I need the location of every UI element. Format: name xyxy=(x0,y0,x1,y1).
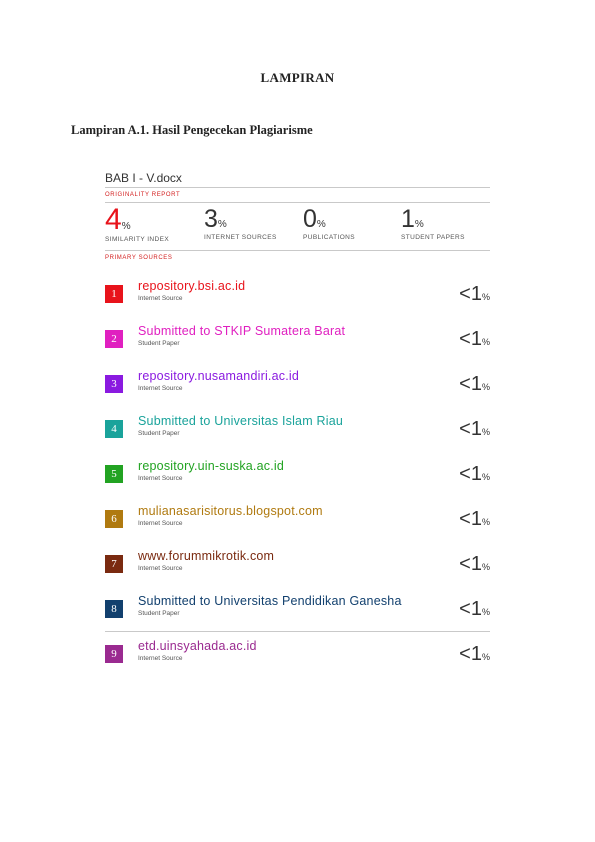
stat-unit: % xyxy=(316,219,326,230)
source-pct-unit: % xyxy=(481,472,490,482)
list-item[interactable] xyxy=(105,279,490,324)
source-pct-unit: % xyxy=(481,607,490,617)
source-type: Internet Source xyxy=(138,295,183,302)
stat-value: 0 xyxy=(303,205,317,233)
source-name[interactable]: repository.nusamandiri.ac.id xyxy=(138,369,299,383)
stat-similarity-index xyxy=(105,203,170,243)
source-rank-badge: 7 xyxy=(105,555,123,573)
source-pct-value: <1 xyxy=(459,508,482,530)
stat-label: PUBLICATIONS xyxy=(303,234,355,241)
document-subtitle: Lampiran A.1. Hasil Pengecekan Plagiarisme xyxy=(71,123,313,137)
source-rank-badge: 9 xyxy=(105,645,123,663)
source-percentage xyxy=(459,643,490,666)
source-percentage xyxy=(459,418,490,441)
report-file-name: BAB I - V.docx xyxy=(105,171,182,185)
source-pct-value: <1 xyxy=(459,328,482,350)
stat-value: 1 xyxy=(401,205,415,233)
source-rank-badge: 8 xyxy=(105,600,123,618)
list-item[interactable] xyxy=(105,549,490,594)
source-rank-badge: 4 xyxy=(105,420,123,438)
source-pct-unit: % xyxy=(481,427,490,437)
source-pct-unit: % xyxy=(481,562,490,572)
source-name[interactable]: Submitted to Universitas Pendidikan Ganesha xyxy=(138,594,402,608)
source-rank-badge: 1 xyxy=(105,285,123,303)
stat-publications xyxy=(303,207,355,241)
source-pct-unit: % xyxy=(481,337,490,347)
primary-sources-label: PRIMARY SOURCES xyxy=(105,255,173,261)
stat-student-papers xyxy=(401,207,465,241)
source-type: Internet Source xyxy=(138,655,183,662)
list-item[interactable] xyxy=(105,414,490,459)
source-percentage xyxy=(459,283,490,306)
source-percentage xyxy=(459,373,490,396)
source-pct-value: <1 xyxy=(459,463,482,485)
source-pct-value: <1 xyxy=(459,598,482,620)
source-type: Student Paper xyxy=(138,430,180,437)
source-percentage xyxy=(459,508,490,531)
list-item[interactable] xyxy=(105,459,490,504)
originality-report xyxy=(105,170,490,665)
source-name[interactable]: repository.uin-suska.ac.id xyxy=(138,459,285,473)
list-item[interactable] xyxy=(105,639,490,684)
source-name[interactable]: repository.bsi.ac.id xyxy=(138,279,246,293)
source-rank-badge: 3 xyxy=(105,375,123,393)
source-pct-value: <1 xyxy=(459,283,482,305)
stat-label: INTERNET SOURCES xyxy=(204,234,277,241)
source-pct-value: <1 xyxy=(459,418,482,440)
source-pct-unit: % xyxy=(481,652,490,662)
source-pct-value: <1 xyxy=(459,373,482,395)
stats-row xyxy=(105,203,490,250)
list-item[interactable] xyxy=(105,504,490,549)
source-name[interactable]: Submitted to STKIP Sumatera Barat xyxy=(138,324,346,338)
source-pct-unit: % xyxy=(481,292,490,302)
source-type: Internet Source xyxy=(138,385,183,392)
list-item[interactable] xyxy=(105,324,490,369)
stat-unit: % xyxy=(121,221,131,232)
source-pct-value: <1 xyxy=(459,643,482,665)
source-rank-badge: 6 xyxy=(105,510,123,528)
stat-unit: % xyxy=(414,219,424,230)
source-pct-unit: % xyxy=(481,517,490,527)
stat-label: STUDENT PAPERS xyxy=(401,234,465,241)
stat-internet-sources xyxy=(204,207,277,241)
source-percentage xyxy=(459,553,490,576)
stat-value: 3 xyxy=(204,205,218,233)
source-name[interactable]: www.forummikrotik.com xyxy=(138,549,275,563)
source-pct-unit: % xyxy=(481,382,490,392)
list-item[interactable] xyxy=(105,594,490,639)
stat-value: 4 xyxy=(105,203,122,236)
source-type: Internet Source xyxy=(138,520,183,527)
source-name[interactable]: etd.uinsyahada.ac.id xyxy=(138,639,257,653)
source-rank-badge: 2 xyxy=(105,330,123,348)
source-type: Student Paper xyxy=(138,340,180,347)
source-type: Internet Source xyxy=(138,565,183,572)
source-percentage xyxy=(459,463,490,486)
originality-report-label: ORIGINALITY REPORT xyxy=(105,192,181,198)
stat-label: SIMILARITY INDEX xyxy=(105,236,170,243)
source-rank-badge: 5 xyxy=(105,465,123,483)
source-type: Student Paper xyxy=(138,610,180,617)
source-name[interactable]: mulianasarisitorus.blogspot.com xyxy=(138,504,323,518)
divider xyxy=(105,631,490,632)
source-name[interactable]: Submitted to Universitas Islam Riau xyxy=(138,414,343,428)
list-item[interactable] xyxy=(105,369,490,414)
source-pct-value: <1 xyxy=(459,553,482,575)
stat-unit: % xyxy=(217,219,227,230)
source-type: Internet Source xyxy=(138,475,183,482)
document-title: LAMPIRAN xyxy=(260,70,335,85)
source-percentage xyxy=(459,598,490,621)
source-percentage xyxy=(459,328,490,351)
